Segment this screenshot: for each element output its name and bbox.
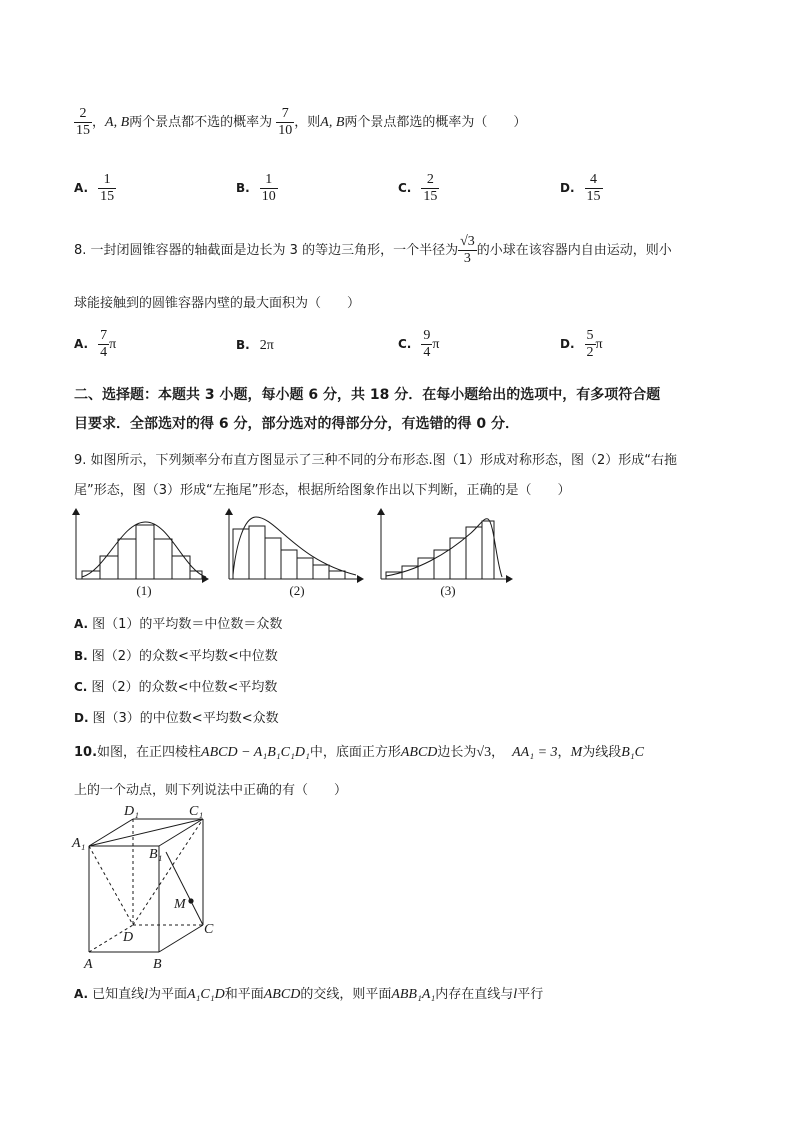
q8-stem-line1: 8. 一封闭圆锥容器的轴截面是边长为 3 的等边三角形，一个半径为 $\frac{√3}{3}$ 的小球在该容器内自由运动，则小 [74,234,672,266]
q10-stem-line1: 10.如图，在正四棱柱ABCD − A₁B₁C₁D₁中，底面正方形ABCD边长为√3， AA₁ = 3，M为线段B₁C [74,745,645,760]
q9-option-b[interactable]: B. 图（2）的众数<平均数<中位数 [74,649,278,664]
q7-option-d[interactable]: D. $\frac{4}{15}$ [560,172,601,204]
point-m [188,898,193,903]
q10-option-a[interactable]: A. 已知直线l为平面A₁C₁D和平面ABCD的交线，则平面ABB₁A₁内存在直线与l平行 [74,987,544,1002]
label-b: B [153,957,162,972]
q8-sqrt3-over-3: $\frac{√3}{3}$ [460,234,475,266]
q8-option-b[interactable]: B. 2π [236,338,274,353]
q8-option-c[interactable]: C. $\frac{9}{4}$ π [398,328,440,360]
label-c1: C₁ [189,804,204,819]
label-c: C [204,922,214,937]
q8-option-a[interactable]: A. $\frac{7}{4}$ π [74,328,117,360]
q9-stem-line2: 尾”形态，图（3）形成“左拖尾”形态，根据所给图象作出以下判断，正确的是（ ） [74,483,571,498]
label-a: A [84,957,93,972]
histogram-symmetric [76,509,208,579]
label-d1: D₁ [124,804,139,819]
q10-prism-figure [68,800,228,972]
label-a1: A₁ [72,836,86,851]
histogram-left-tailed [381,509,512,579]
section2-heading-line1: 二、选择题：本题共 3 小题，每小题 6 分，共 18 分．在每小题给出的选项中，有多项符合题 [74,387,661,403]
q9-stem-line1: 9. 如图所示，下列频率分布直方图显示了三种不同的分布形态.图（1）形成对称形态，图（2）形成“右拖 [74,453,677,468]
q9-caption-1: (1) [136,583,152,598]
label-b1: B₁ [149,847,163,862]
q9-option-a[interactable]: A. 图（1）的平均数＝中位数＝众数 [74,617,283,632]
q9-option-d[interactable]: D. 图（3）的中位数<平均数<众数 [74,711,279,726]
q8-option-d[interactable]: D. $\frac{5}{2}$ π [560,328,603,360]
q7-option-a[interactable]: A. $\frac{1}{15}$ [74,172,115,204]
q7-fraction-7-10: $\frac{7}{10}$ [278,106,293,138]
q7-fraction-2-15: $\frac{2}{15}$ [76,106,90,138]
q9-option-c[interactable]: C. 图（2）的众数<中位数<平均数 [74,680,278,695]
q7-option-c[interactable]: C. $\frac{2}{15}$ [398,172,438,204]
label-d: D [123,930,134,945]
label-m: M [174,897,186,912]
q8-stem-line2: 球能接触到的圆锥容器内壁的最大面积为（ ） [74,296,361,311]
q7-stem: $\frac{2}{15}$ ，A, B两个景点都不选的概率为 $\frac{7}{10}$ ，则A, B两个景点都选的概率为（ ） [76,106,527,138]
section2-heading-line2: 目要求．全部选对的得 6 分，部分选对的得部分分，有选错的得 0 分． [74,416,519,432]
q10-stem-line2: 上的一个动点，则下列说法中正确的有（ ） [74,783,348,798]
histogram-right-tailed [229,509,363,579]
q7-option-b[interactable]: B. $\frac{1}{10}$ [236,172,276,204]
q9-caption-2: (2) [289,583,305,598]
q9-histograms-figure [66,505,526,600]
q9-caption-3: (3) [440,583,456,598]
